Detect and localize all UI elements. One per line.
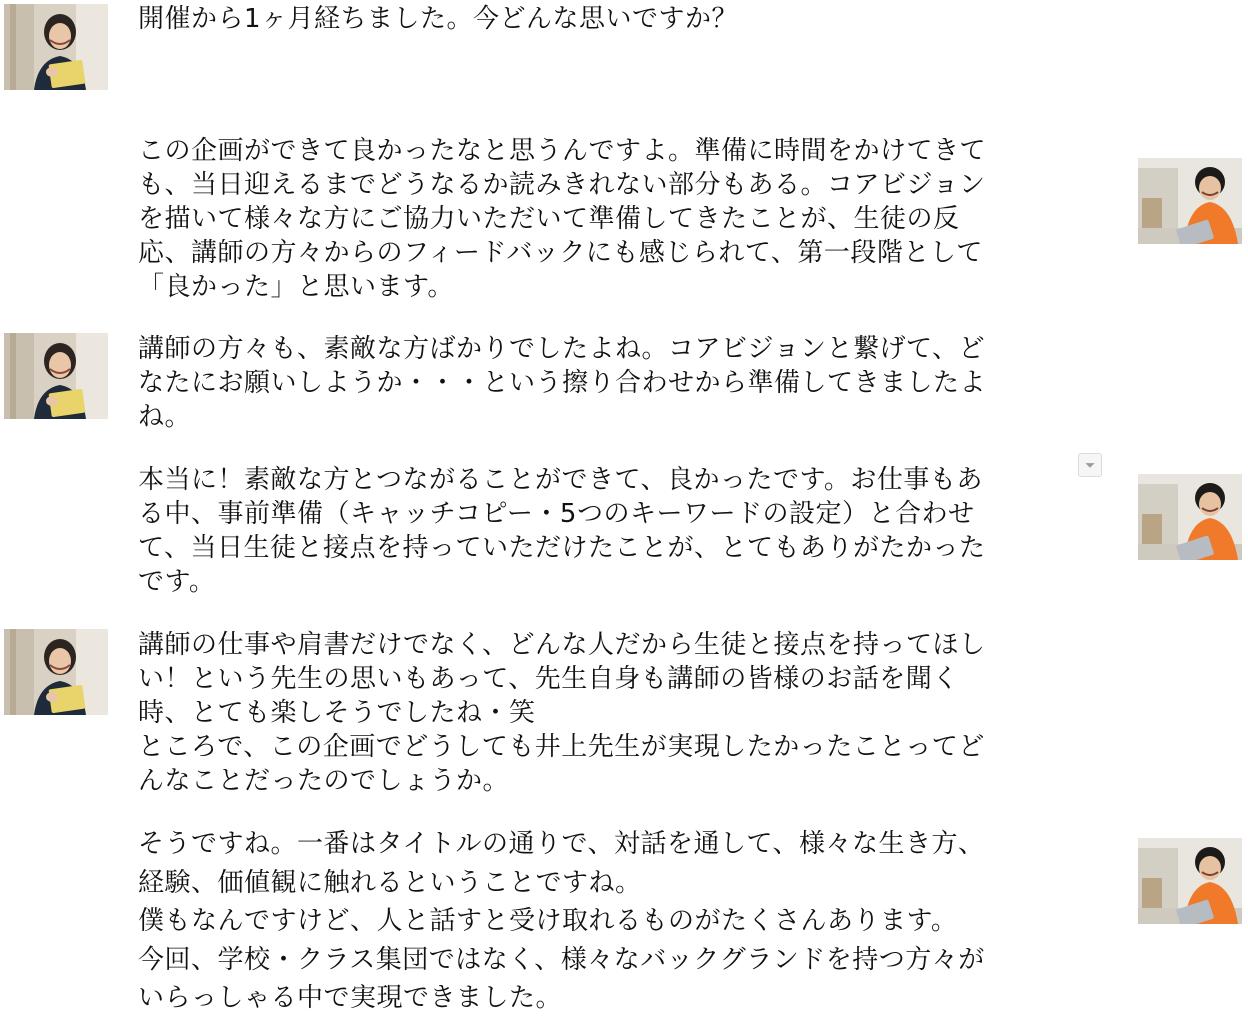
interviewer-avatar: [4, 4, 108, 90]
teacher-avatar: [1138, 474, 1242, 560]
message-text: 本当に！素敵な方とつながることができて、良かったです。お仕事もあ る中、事前準備（キャッチコピー・5つのキーワードの設定）と合わせ て、当日生徒と接点を持っていただけたことが、とてもありがたかった です。: [138, 465, 986, 597]
message-text: 講師の仕事や肩書だけでなく、どんな人だから生徒と接点を持ってほし い！という先生の思いもあって、先生自身も講師の皆様のお話を聞く 時、とても楽しそうでしたね・笑 ところで、この企画でどうしても井上先生が実現したかったことってど んなことだったのでしょうか。: [138, 630, 986, 796]
message-text: この企画ができて良かったなと思うんですよ。準備に時間をかけてきて も、当日迎えるまでどうなるか読みきれない部分もある。コアビジョン を描いて様々な方にご協力いただいて準備してきたことが、生徒の反 応、講師の方々からのフィードバックにも感じられて、第一段階として 「良かった」と思います。: [138, 136, 987, 302]
teacher-avatar: [1138, 838, 1242, 924]
teacher-avatar: [1138, 158, 1242, 244]
interviewer-avatar: [4, 629, 108, 715]
message-text: そうですね。一番はタイトルの通りで、対話を通して、様々な生き方、 経験、価値観に触れるということですね。 僕もなんですけど、人と話すと受け取れるものがたくさんあります。 今回、学校・クラス集団ではなく、様々なバックグランドを持つ方々が いらっしゃる中で実現できました。: [138, 829, 985, 1013]
message-text: 講師の方々も、素敵な方ばかりでしたよね。コアビジョンと繋げて、ど なたにお願いしようか・・・という擦り合わせから準備してきましたよ ね。: [138, 334, 987, 432]
message-text: 開催から1ヶ月経ちました。今どんな思いですか？: [138, 4, 739, 34]
chevron-down-icon[interactable]: [1078, 453, 1102, 477]
interviewer-avatar: [4, 333, 108, 419]
